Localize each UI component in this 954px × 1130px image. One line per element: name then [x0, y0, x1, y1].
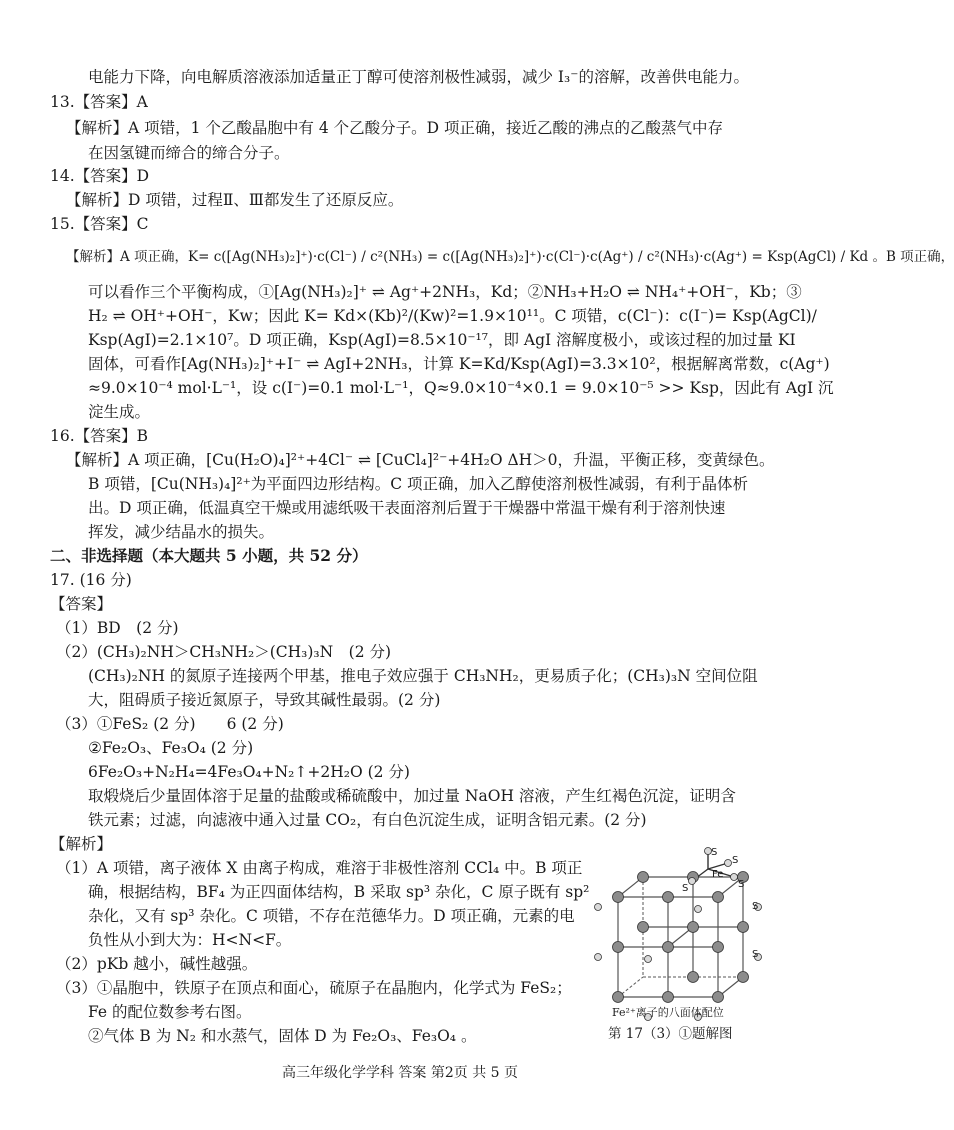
section-heading: 二、非选择题（本大题共 5 小题，共 52 分） — [50, 546, 368, 565]
text-line: 在因氢键而缔合的缔合分子。 — [88, 144, 290, 162]
text-line: ≈9.0×10⁻⁴ mol·L⁻¹，设 c(I⁻)=0.1 mol·L⁻¹，Q≈9.0×10⁻⁴×0.1 = 9.0×10⁻⁵ >> Ksp，因此有 AgI 沉 — [88, 379, 834, 397]
text-line: （3）①晶胞中，铁原子在顶点和面心，硫原子在晶胞内，化学式为 FeS₂； — [56, 979, 572, 997]
question-14-answer: 14.【答案】D — [50, 167, 150, 185]
text-line: （2）pKb 越小，碱性越强。 — [56, 955, 258, 973]
question-15-answer: 15.【答案】C — [50, 215, 149, 233]
answer-label: 【答案】 — [50, 595, 113, 613]
text-line: 大，阻碍质子接近氮原子，导致其碱性最弱。(2 分) — [88, 691, 441, 709]
text-line: H₂ ⇌ OH⁺+OH⁻，Kw；因此 K= Kd×(Kb)²/(Kw)²=1.9×10¹¹。C 项错，c(Cl⁻)：c(I⁻)= Ksp(AgCl)/ — [88, 307, 817, 325]
question-13-answer: 13.【答案】A — [50, 93, 148, 111]
text-line: ②Fe₂O₃、Fe₃O₄ (2 分) — [88, 739, 254, 757]
text-line: B 项错，[Cu(NH₃)₄]²⁺为平面四边形结构。C 项正确，加入乙醇使溶剂极性减弱，有利于晶体析 — [88, 475, 749, 493]
analysis-label: 【解析】 — [50, 835, 113, 853]
sulfur-label: S — [752, 901, 759, 912]
text-line: 出。D 项正确，低温真空干燥或用滤纸吸干表面溶剂后置于干燥器中常温干燥有利于溶剂快速 — [88, 499, 726, 517]
text-line: ②气体 B 为 N₂ 和水蒸气，固体 D 为 Fe₂O₃、Fe₃O₄ 。 — [88, 1027, 477, 1045]
text-line: 取煅烧后少量固体溶于足量的盐酸或稀硫酸中，加过量 NaOH 溶液，产生红褐色沉淀，证明含 — [88, 787, 736, 805]
text-line: Ksp(AgI)=2.1×10⁷。D 项正确，Ksp(AgI)=8.5×10⁻¹⁷，即 AgI 溶解度极小，或该过程的加过量 KI — [88, 331, 796, 349]
text-line: （1）A 项错，离子液体 X 由离子构成，难溶于非极性溶剂 CCl₄ 中。B 项正 — [56, 859, 583, 877]
formula-line: 【解析】A 项正确，K= c([Ag(NH₃)₂]⁺)·c(Cl⁻) / c²(NH₃) = c([Ag(NH₃)₂]⁺)·c(Cl⁻)·c(Ag⁺) / c²(NH₃)·c(Ag⁺) = Ksp(AgCl) / Kd 。B 项正确， — [66, 249, 954, 265]
sulfur-label: S — [738, 879, 745, 890]
text-line: 【解析】D 项错，过程Ⅱ、Ⅲ都发生了还原反应。 — [66, 191, 404, 209]
question-17-heading: 17. (16 分) — [50, 571, 132, 589]
sulfur-label: S — [711, 847, 718, 858]
text-line: 【解析】A 项错，1 个乙酸晶胞中有 4 个乙酸分子。D 项正确，接近乙酸的沸点的乙酸蒸气中存 — [66, 119, 723, 137]
iron-label: Fe — [712, 869, 724, 880]
figure-caption-2: 第 17（3）①题解图 — [608, 1026, 733, 1042]
page-footer: 高三年级化学学科 答案 第2页 共 5 页 — [281, 1065, 519, 1081]
text-line: (CH₃)₂NH 的氮原子连接两个甲基，推电子效应强于 CH₃NH₂，更易质子化；(CH₃)₃N 空间位阻 — [88, 667, 758, 685]
text-line: 固体，可看作[Ag(NH₃)₂]⁺+I⁻ ⇌ AgI+2NH₃，计算 K=Kd/Ksp(AgI)=3.3×10²，根据解离常数，c(Ag⁺) — [88, 355, 830, 373]
sulfur-label: S — [732, 855, 739, 866]
text-line: 挥发，减少结晶水的损失。 — [88, 523, 275, 541]
text-line: 【解析】A 项正确，[Cu(H₂O)₄]²⁺+4Cl⁻ ⇌ [CuCl₄]²⁻+4H₂O ΔH＞0，升温，平衡正移，变黄绿色。 — [66, 451, 775, 469]
text-line: Fe 的配位数参考右图。 — [88, 1003, 252, 1021]
text-line: 铁元素；过滤，向滤液中通入过量 CO₂，有白色沉淀生成，证明含铝元素。(2 分) — [88, 811, 647, 829]
sulfur-label: S — [752, 949, 759, 960]
question-16-answer: 16.【答案】B — [50, 427, 149, 445]
text-line: 6Fe₂O₃+N₂H₄=4Fe₃O₄+N₂↑+2H₂O (2 分) — [88, 763, 410, 781]
figure-caption-1: Fe²⁺离子的八面体配位 — [612, 1006, 724, 1019]
text-line: 可以看作三个平衡构成，①[Ag(NH₃)₂]⁺ ⇌ Ag⁺+2NH₃，Kd；②NH₃+H₂O ⇌ NH₄⁺+OH⁻，Kb；③ — [88, 283, 802, 301]
sulfur-label: S — [682, 883, 689, 894]
text-line: 淀生成。 — [88, 403, 151, 421]
text-line: 杂化，又有 sp³ 杂化。C 项错，不存在范德华力。D 项正确，元素的电 — [88, 907, 575, 925]
text-line: （1）BD (2 分) — [56, 619, 179, 637]
text-line: 负性从小到大为：H<N<F。 — [88, 931, 292, 949]
text-line: （3）①FeS₂ (2 分) 6 (2 分) — [56, 715, 284, 733]
text-line: 电能力下降，向电解质溶液添加适量正丁醇可使溶剂极性减弱，减少 I₃⁻的溶解，改善供电能力。 — [88, 68, 749, 86]
text-line: （2）(CH₃)₂NH＞CH₃NH₂＞(CH₃)₃N (2 分) — [56, 643, 392, 661]
text-line: 确，根据结构，BF₄ 为正四面体结构，B 采取 sp³ 杂化，C 原子既有 sp² — [88, 883, 590, 901]
